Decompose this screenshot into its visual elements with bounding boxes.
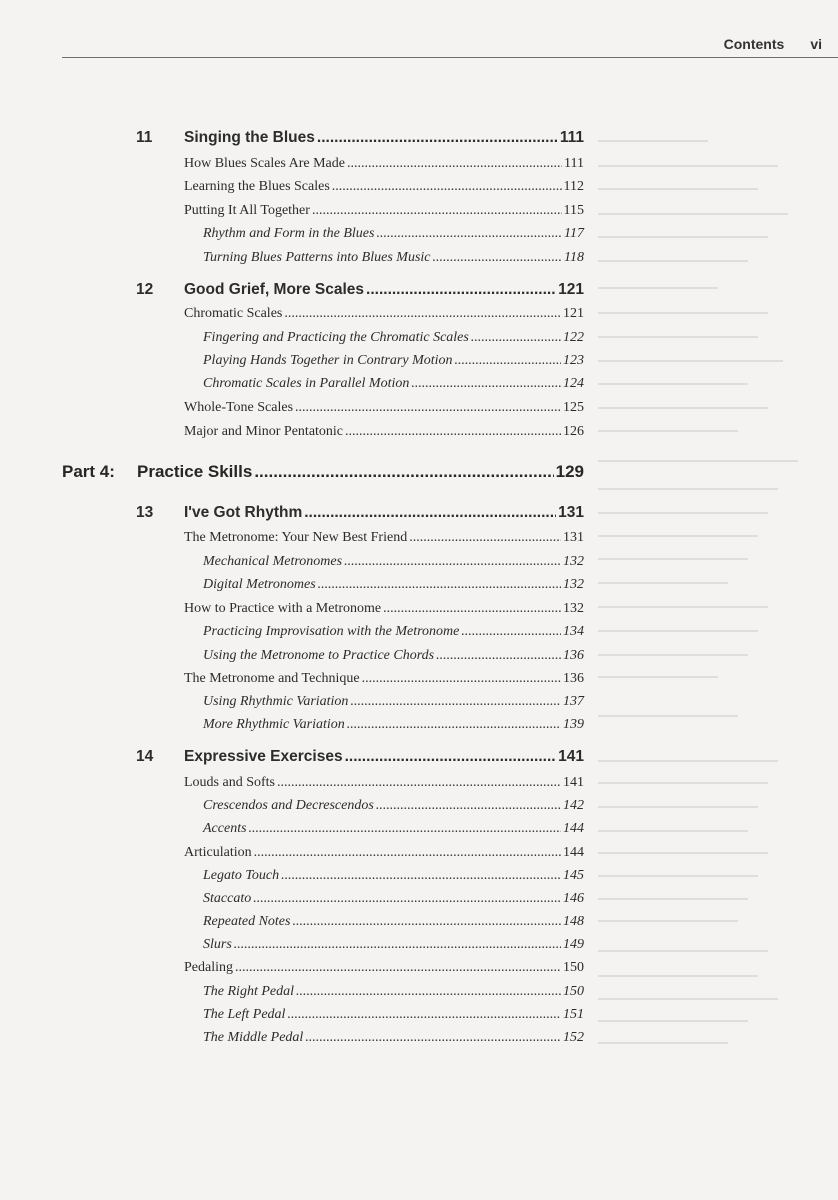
entry-page: 126 (563, 424, 584, 439)
entry-title: Turning Blues Patterns into Blues Music (203, 250, 431, 265)
leader-dots (411, 376, 561, 392)
toc-entry[interactable] (184, 203, 584, 219)
entry-page: 123 (563, 353, 584, 368)
chapter-number: 14 (136, 748, 154, 765)
toc-subentry[interactable] (203, 821, 584, 837)
leader-dots (296, 984, 561, 1000)
leader-dots (383, 601, 561, 617)
toc-subentry[interactable] (203, 554, 584, 570)
entry-page: 122 (563, 330, 584, 345)
leader-dots (284, 306, 561, 322)
leader-dots (366, 281, 556, 299)
chapter-heading[interactable] (184, 129, 584, 147)
entry-page: 134 (563, 624, 584, 639)
toc-subentry[interactable] (203, 717, 584, 733)
leader-dots (292, 914, 561, 930)
leader-dots (253, 891, 561, 907)
entry-title: Articulation (184, 845, 252, 860)
toc-entry[interactable] (184, 601, 584, 617)
toc-subentry[interactable] (203, 648, 584, 664)
toc-entry[interactable] (184, 306, 584, 322)
entry-page: 150 (563, 960, 584, 975)
entry-page: 124 (563, 376, 584, 391)
running-head-section: Contents (723, 36, 785, 52)
chapter-heading[interactable] (184, 281, 584, 299)
toc-entry[interactable] (184, 960, 584, 976)
chapter-number: 12 (136, 281, 154, 298)
entry-page: 115 (563, 203, 584, 218)
leader-dots (254, 845, 561, 861)
entry-page: 112 (563, 179, 584, 194)
chapter-title: Expressive Exercises (184, 748, 343, 765)
chapter-page: 131 (558, 504, 584, 521)
leader-dots (409, 530, 561, 546)
toc-entry[interactable] (184, 400, 584, 416)
entry-title: Mechanical Metronomes (203, 554, 343, 569)
header-rule (62, 57, 838, 58)
leader-dots (471, 330, 561, 346)
toc-subentry[interactable] (203, 694, 584, 710)
toc-subentry[interactable] (203, 226, 584, 242)
leader-dots (281, 868, 561, 884)
entry-page: 144 (563, 821, 584, 836)
entry-title: Learning the Blues Scales (184, 179, 330, 194)
entry-page: 118 (564, 250, 584, 265)
leader-dots (347, 156, 562, 172)
entry-title: How Blues Scales Are Made (184, 156, 345, 171)
entry-title: Putting It All Together (184, 203, 310, 218)
entry-title: Using Rhythmic Variation (203, 694, 349, 709)
entry-page: 144 (563, 845, 584, 860)
leader-dots (332, 179, 562, 195)
toc-subentry[interactable] (203, 577, 584, 593)
entry-title: Fingering and Practicing the Chromatic Scales (203, 330, 469, 345)
entry-title: Repeated Notes (203, 914, 291, 929)
entry-title: Accents (203, 821, 247, 836)
leader-dots (461, 624, 561, 640)
entry-page: 121 (563, 306, 584, 321)
entry-title: The Metronome: Your New Best Friend (184, 530, 408, 545)
leader-dots (376, 226, 562, 242)
leader-dots (318, 577, 561, 593)
leader-dots (345, 748, 557, 766)
entry-page: 132 (563, 554, 584, 569)
part-heading[interactable] (62, 462, 584, 482)
entry-page: 111 (564, 156, 584, 171)
chapter-heading[interactable] (184, 504, 584, 522)
leader-dots (376, 798, 561, 814)
entry-title: Playing Hands Together in Contrary Motion (203, 353, 453, 368)
entry-title: Whole-Tone Scales (184, 400, 294, 415)
toc-subentry[interactable] (203, 1030, 584, 1046)
leader-dots (277, 775, 561, 791)
entry-title: The Left Pedal (203, 1007, 286, 1022)
leader-dots (436, 648, 561, 664)
entry-title: How to Practice with a Metronome (184, 601, 382, 616)
running-head (724, 36, 822, 52)
entry-title: Rhythm and Form in the Blues (203, 226, 375, 241)
entry-page: 149 (563, 937, 584, 952)
entry-title: Crescendos and Decrescendos (203, 798, 374, 813)
leader-dots (347, 717, 561, 733)
leader-dots (295, 400, 561, 416)
toc-subentry[interactable] (203, 330, 584, 346)
entry-title: Chromatic Scales (184, 306, 283, 321)
chapter-title: Singing the Blues (184, 129, 315, 146)
leader-dots (433, 250, 563, 266)
toc-entry[interactable] (184, 530, 584, 546)
entry-title: Practicing Improvisation with the Metronome (203, 624, 460, 639)
part-page: 129 (555, 462, 584, 481)
toc-entry[interactable] (184, 671, 584, 687)
entry-title: More Rhythmic Variation (203, 717, 345, 732)
toc-subentry[interactable] (203, 984, 584, 1000)
chapter-page: 141 (558, 748, 584, 765)
entry-title: The Middle Pedal (203, 1030, 304, 1045)
entry-title: Louds and Softs (184, 775, 275, 790)
entry-title: The Metronome and Technique (184, 671, 360, 686)
entry-title: Staccato (203, 891, 252, 906)
leader-dots (455, 353, 561, 369)
chapter-title: Good Grief, More Scales (184, 281, 365, 298)
entry-title: The Right Pedal (203, 984, 294, 999)
chapter-heading[interactable] (184, 748, 584, 766)
toc-entry[interactable] (184, 179, 584, 195)
toc-entry[interactable] (184, 156, 584, 172)
toc-subentry[interactable] (203, 868, 584, 884)
chapter-title: I've Got Rhythm (184, 504, 303, 521)
show-through-text (590, 120, 838, 1080)
leader-dots (305, 1030, 561, 1046)
toc-subentry[interactable] (203, 376, 584, 392)
leader-dots (254, 462, 553, 482)
toc-subentry[interactable] (203, 624, 584, 640)
entry-page: 148 (563, 914, 584, 929)
toc-entry[interactable] (184, 424, 584, 440)
entry-title: Using the Metronome to Practice Chords (203, 648, 435, 663)
leader-dots (362, 671, 561, 687)
leader-dots (235, 960, 561, 976)
entry-page: 132 (563, 577, 584, 592)
toc-entry[interactable] (184, 775, 584, 791)
toc-subentry[interactable] (203, 1007, 584, 1023)
entry-title: Slurs (203, 937, 232, 952)
leader-dots (345, 424, 561, 440)
entry-page: 141 (563, 775, 584, 790)
toc-subentry[interactable] (203, 798, 584, 814)
leader-dots (317, 129, 558, 147)
running-head-page-number: vi (810, 36, 822, 52)
entry-title: Pedaling (184, 960, 233, 975)
entry-page: 137 (563, 694, 584, 709)
entry-page: 136 (563, 671, 584, 686)
toc-subentry[interactable] (203, 914, 584, 930)
entry-page: 145 (563, 868, 584, 883)
leader-dots (344, 554, 561, 570)
chapter-page: 121 (558, 281, 584, 298)
toc-entry[interactable] (184, 845, 584, 861)
entry-page: 131 (563, 530, 584, 545)
entry-title: Major and Minor Pentatonic (184, 424, 344, 439)
entry-page: 139 (563, 717, 584, 732)
entry-page: 142 (563, 798, 584, 813)
leader-dots (350, 694, 561, 710)
toc-subentry[interactable] (203, 250, 584, 266)
toc-subentry[interactable] (203, 891, 584, 907)
chapter-number: 11 (136, 129, 153, 146)
entry-page: 152 (563, 1030, 584, 1045)
leader-dots (304, 504, 556, 522)
toc-subentry[interactable] (203, 937, 584, 953)
entry-title: Chromatic Scales in Parallel Motion (203, 376, 410, 391)
part-title: Practice Skills (137, 462, 253, 481)
entry-page: 150 (563, 984, 584, 999)
leader-dots (312, 203, 562, 219)
chapter-number: 13 (136, 504, 154, 521)
leader-dots (249, 821, 561, 837)
entry-page: 132 (563, 601, 584, 616)
toc-subentry[interactable] (203, 353, 584, 369)
entry-title: Digital Metronomes (203, 577, 316, 592)
entry-page: 151 (563, 1007, 584, 1022)
entry-page: 117 (564, 226, 584, 241)
entry-page: 146 (563, 891, 584, 906)
entry-page: 136 (563, 648, 584, 663)
entry-page: 125 (563, 400, 584, 415)
entry-title: Legato Touch (203, 868, 280, 883)
leader-dots (287, 1007, 561, 1023)
chapter-page: 111 (559, 129, 584, 146)
part-label: Part 4: (62, 462, 115, 481)
leader-dots (234, 937, 561, 953)
